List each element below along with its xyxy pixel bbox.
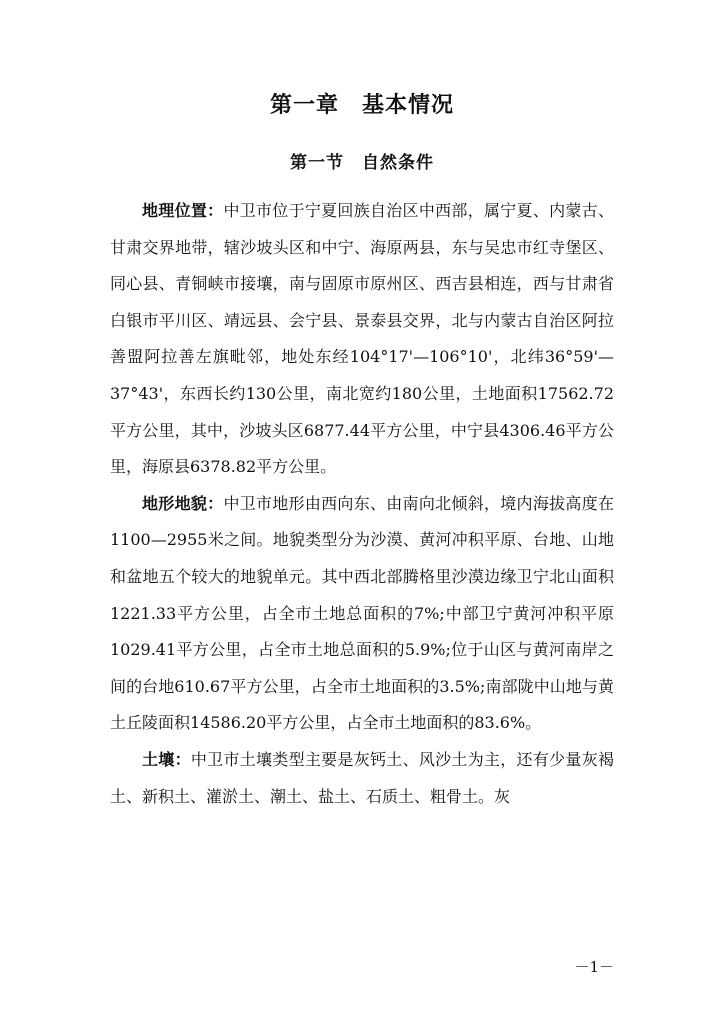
paragraph-label: 地理位置 — [142, 201, 208, 220]
paragraph-label: 土壤 — [142, 749, 175, 769]
paragraph-soil: 土壤：中卫市土壤类型主要是灰钙土、风沙土为主，还有少量灰褐土、新积土、灌淤土、潮土、盐土、石质土、粗骨土。灰 — [110, 749, 614, 806]
section-title: 第一节 自然条件 — [290, 153, 434, 173]
paragraph-terrain: 地形地貌：中卫市地形由西向东、由南向北倾斜，境内海拔高度在1100—2955米之间。地貌类型分为沙漠、黄河冲积平原、台地、山地和盆地五个较大的地貌单元。其中西北部腾格里沙漠边缘卫宁北山面积1221.33平方公里，占全市土地总面积的7%;中部卫宁黄河冲积平原1029.41平方公里，占全市土地总面积的5.9%;位于山区与黄河南岸之间的台地610.67平方公里，占全市土地面积的3.5%;南部陇中山地与黄土丘陵面积14586.20平方公里，占全市土地面积的83.6%。 — [110, 493, 614, 733]
paragraph-label: 地形地貌 — [142, 493, 208, 513]
page-number: －1－ — [574, 958, 614, 976]
chapter-title: 第一章 基本情况 — [269, 92, 454, 118]
body-text — [110, 193, 614, 815]
paragraph-text: 中卫市位于宁夏回族自治区中西部，属宁夏、内蒙古、甘肃交界地带，辖沙坡头区和中宁、海原两县，东与吴忠市红寺堡区、同心县、青铜峡市接壤，南与固原市原州区、西吉县相连，西与甘肃省白银市平川区、靖远县、会宁县、景泰县交界，北与内蒙古自治区阿拉善盟阿拉善左旗毗邻，地处东经104°17'—106°10'，北纬36°59'—37°43'，东西长约130公里，南北宽约180公里，土地面积17562.72平方公里，其中，沙坡头区6877.44平方公里，中宁县4306.46平方公里，海原县6378.82平方公里。 — [110, 201, 614, 477]
paragraph-text: 中卫市地形由西向东、由南向北倾斜，境内海拔高度在1100—2955米之间。地貌类型分为沙漠、黄河冲积平原、台地、山地和盆地五个较大的地貌单元。其中西北部腾格里沙漠边缘卫宁北山面积1221.33平方公里，占全市土地总面积的7%;中部卫宁黄河冲积平原1029.41平方公里，占全市土地总面积的5.9%;位于山区与黄河南岸之间的台地610.67平方公里，占全市土地面积的3.5%;南部陇中山地与黄土丘陵面积14586.20平方公里，占全市土地面积的83.6%。 — [110, 493, 614, 733]
paragraph-text: 中卫市土壤类型主要是灰钙土、风沙土为主，还有少量灰褐土、新积土、灌淤土、潮土、盐土、石质土、粗骨土。灰 — [110, 749, 614, 806]
paragraph-location: 地理位置：中卫市位于宁夏回族自治区中西部，属宁夏、内蒙古、甘肃交界地带，辖沙坡头区和中宁、海原两县，东与吴忠市红寺堡区、同心县、青铜峡市接壤，南与固原市原州区、西吉县相连，西与甘肃省白银市平川区、靖远县、会宁县、景泰县交界，北与内蒙古自治区阿拉善盟阿拉善左旗毗邻，地处东经104°17'—106°10'，北纬36°59'—37°43'，东西长约130公里，南北宽约180公里，土地面积17562.72平方公里，其中，沙坡头区6877.44平方公里，中宁县4306.46平方公里，海原县6378.82平方公里。 — [110, 201, 614, 477]
